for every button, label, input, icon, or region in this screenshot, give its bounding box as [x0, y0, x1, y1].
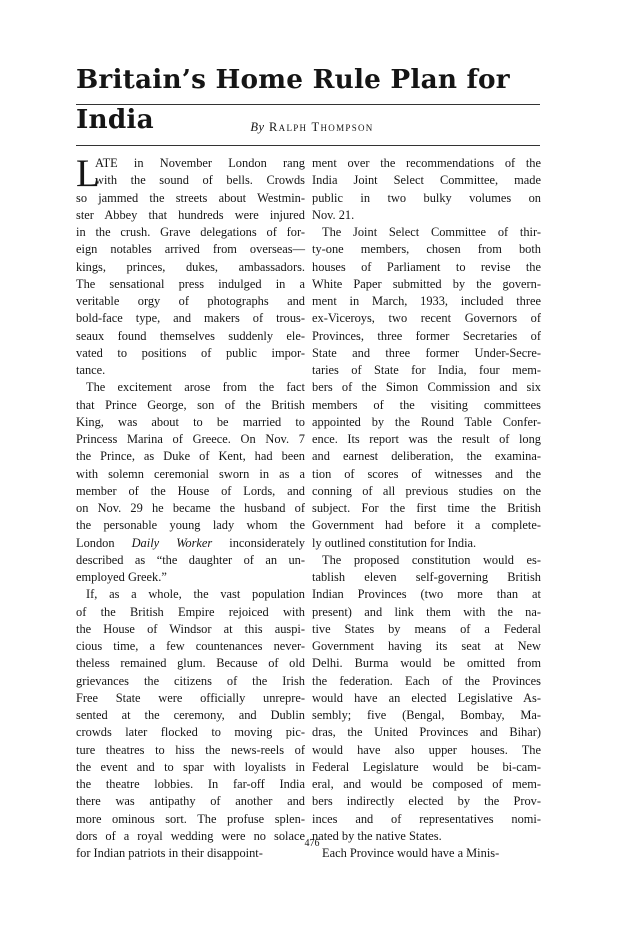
- text-line: The Joint Select Committee of thir-: [322, 225, 541, 239]
- text-line: ence. Its report was the result of long: [312, 432, 541, 446]
- byline-prefix: By: [250, 120, 265, 134]
- text-line: subject. For the first time the British: [312, 501, 541, 515]
- text-line: would have an elected Legislative As-: [312, 690, 541, 705]
- text-line: ment in March, 1933, included three: [312, 294, 541, 308]
- text-line: Free State were officially unrepre-: [76, 690, 305, 705]
- text-line: for Indian patriots in their disappoint-: [76, 846, 263, 860]
- text-line: houses of Parliament to revise the: [312, 259, 541, 274]
- text-line: more ominous sort. The profuse splen-: [76, 811, 305, 826]
- text-line: ment over the recommendations of the: [312, 156, 541, 170]
- right-text-column: [312, 155, 541, 862]
- text-line: ture theatres to hiss the news-reels of: [76, 742, 305, 757]
- text-line: ATE in November London rang: [95, 156, 305, 170]
- text-line: with solemn ceremonial sworn in as a: [76, 466, 305, 481]
- text-line: that Prince George, son of the British: [76, 397, 305, 412]
- text-line: veritable orgy of photographs and: [76, 294, 305, 308]
- text-line: cious time, a few countenances never-: [76, 639, 305, 653]
- text-line: bers of the Simon Commission and six: [312, 380, 541, 395]
- text-line: Princess Marina of Greece. On Nov. 7: [76, 432, 305, 446]
- text-line: eral, and would be composed of mem-: [312, 777, 541, 791]
- text-line: ster Abbey that hundreds were injured: [76, 207, 305, 222]
- text-line: State and three former Under-Secre-: [312, 345, 541, 360]
- text-line: nated by the native States.: [312, 828, 442, 843]
- text-line: inces and of representatives nomi-: [312, 811, 541, 826]
- text-line: Nov. 21.: [312, 207, 355, 222]
- text-line: and earnest deliberation, the examina-: [312, 449, 541, 464]
- text-line: seaux found themselves suddenly ele-: [76, 328, 305, 343]
- text-line: on Nov. 29 he became the husband of: [76, 501, 305, 515]
- author-name: Ralph Thompson: [269, 120, 374, 134]
- text-line: so jammed the streets about Westmin-: [76, 190, 305, 205]
- text-line: member of the House of Lords, and: [76, 483, 305, 498]
- byline: [0, 119, 624, 135]
- text-line: the event and to spar with loyalists in: [76, 759, 305, 774]
- text-line: Each Province would have a Minis-: [322, 846, 500, 860]
- text-line: dras, the United Provinces and Bihar): [312, 725, 541, 740]
- text-line: crowds later flocked to moving pic-: [76, 725, 305, 740]
- text-line: appointed by the Round Table Confer-: [312, 414, 541, 429]
- text-line: Government had before it a complete-: [312, 518, 541, 533]
- text-line: tance.: [76, 363, 106, 377]
- text-line: bers indirectly elected by the Prov-: [312, 794, 541, 809]
- text-line: The proposed constitution would es-: [322, 552, 541, 567]
- text-line: ex-Viceroys, two recent Governors of: [312, 311, 541, 326]
- text-line: vated to positions of public impor-: [76, 345, 305, 360]
- text-line: the Prince, as Duke of Kent, had been: [76, 449, 305, 464]
- text-line: theless remained glum. Because of old: [76, 656, 305, 671]
- text-line: King, was about to be married to: [76, 414, 305, 429]
- text-line: there was antipathy of another and: [76, 794, 305, 809]
- text-line: present) and link them with the na-: [312, 604, 541, 619]
- text-line: Government having its seat at New: [312, 639, 541, 653]
- text-line: of the British Empire rejoiced with: [76, 604, 305, 619]
- text-line: would have also upper houses. The: [312, 742, 541, 757]
- title-rule: [76, 104, 540, 105]
- text-line: the federation. Each of the Provinces: [312, 673, 541, 688]
- text-line: Delhi. Burma would be omitted from: [312, 656, 541, 671]
- text-line: conning of all previous studies on the: [312, 483, 541, 498]
- text-line: with the sound of bells. Crowds: [95, 173, 305, 188]
- text-line: grievances the citizens of the Irish: [76, 673, 305, 688]
- text-line: London Daily Worker inconsiderately: [76, 535, 305, 550]
- text-line: described as “the daughter of an un-: [76, 552, 305, 567]
- text-line: the theatre lobbies. In far-off India: [76, 777, 305, 791]
- text-line: ly outlined constitution for India.: [312, 535, 477, 550]
- text-line: in the crush. Grave delegations of for-: [76, 225, 305, 239]
- text-line: taries of State for India, four mem-: [312, 363, 541, 377]
- text-line: Indian Provinces (two more than at: [312, 587, 541, 602]
- text-line: the personable young lady whom the: [76, 518, 305, 533]
- text-line: The excitement arose from the fact: [86, 380, 305, 395]
- byline-rule: [76, 145, 540, 146]
- text-line: If, as a whole, the vast population: [86, 587, 305, 602]
- text-line: Federal Legislature would be bi-cam-: [312, 759, 541, 774]
- text-line: The sensational press indulged in a: [76, 276, 305, 291]
- text-line: bold-face type, and makers of trous-: [76, 311, 305, 326]
- text-line: the House of Windsor at this auspi-: [76, 621, 305, 636]
- text-line: Provinces, three former Secretaries of: [312, 328, 541, 343]
- text-line: eign notables arrived from overseas—: [76, 242, 305, 257]
- text-line: India Joint Select Committee, made: [312, 173, 541, 188]
- text-line: public in two bulky volumes on: [312, 190, 541, 205]
- text-line: tive States by means of a Federal: [312, 621, 541, 636]
- left-text-column: [76, 152, 305, 862]
- text-line: sembly; five (Bengal, Bombay, Ma-: [312, 708, 541, 722]
- text-line: tion of scores of witnesses and the: [312, 466, 541, 481]
- article-title: Britain’s Home Rule Plan for India: [76, 64, 510, 135]
- text-line: ty-one members, chosen from both: [312, 242, 541, 257]
- text-line: dors of a royal wedding were no solace: [76, 828, 305, 843]
- drop-cap: L: [76, 152, 100, 195]
- page-number: 476: [304, 838, 320, 849]
- text-line: sented at the ceremony, and Dublin: [76, 708, 305, 722]
- text-line: members of the visiting committees: [312, 397, 541, 412]
- newspaper-title: Daily Worker: [131, 535, 213, 550]
- text-line: kings, princes, dukes, ambassadors.: [76, 259, 305, 274]
- text-line: tablish eleven self-governing British: [312, 570, 541, 584]
- text-line: employed Greek.”: [76, 570, 167, 584]
- text-line: White Paper submitted by the govern-: [312, 276, 541, 291]
